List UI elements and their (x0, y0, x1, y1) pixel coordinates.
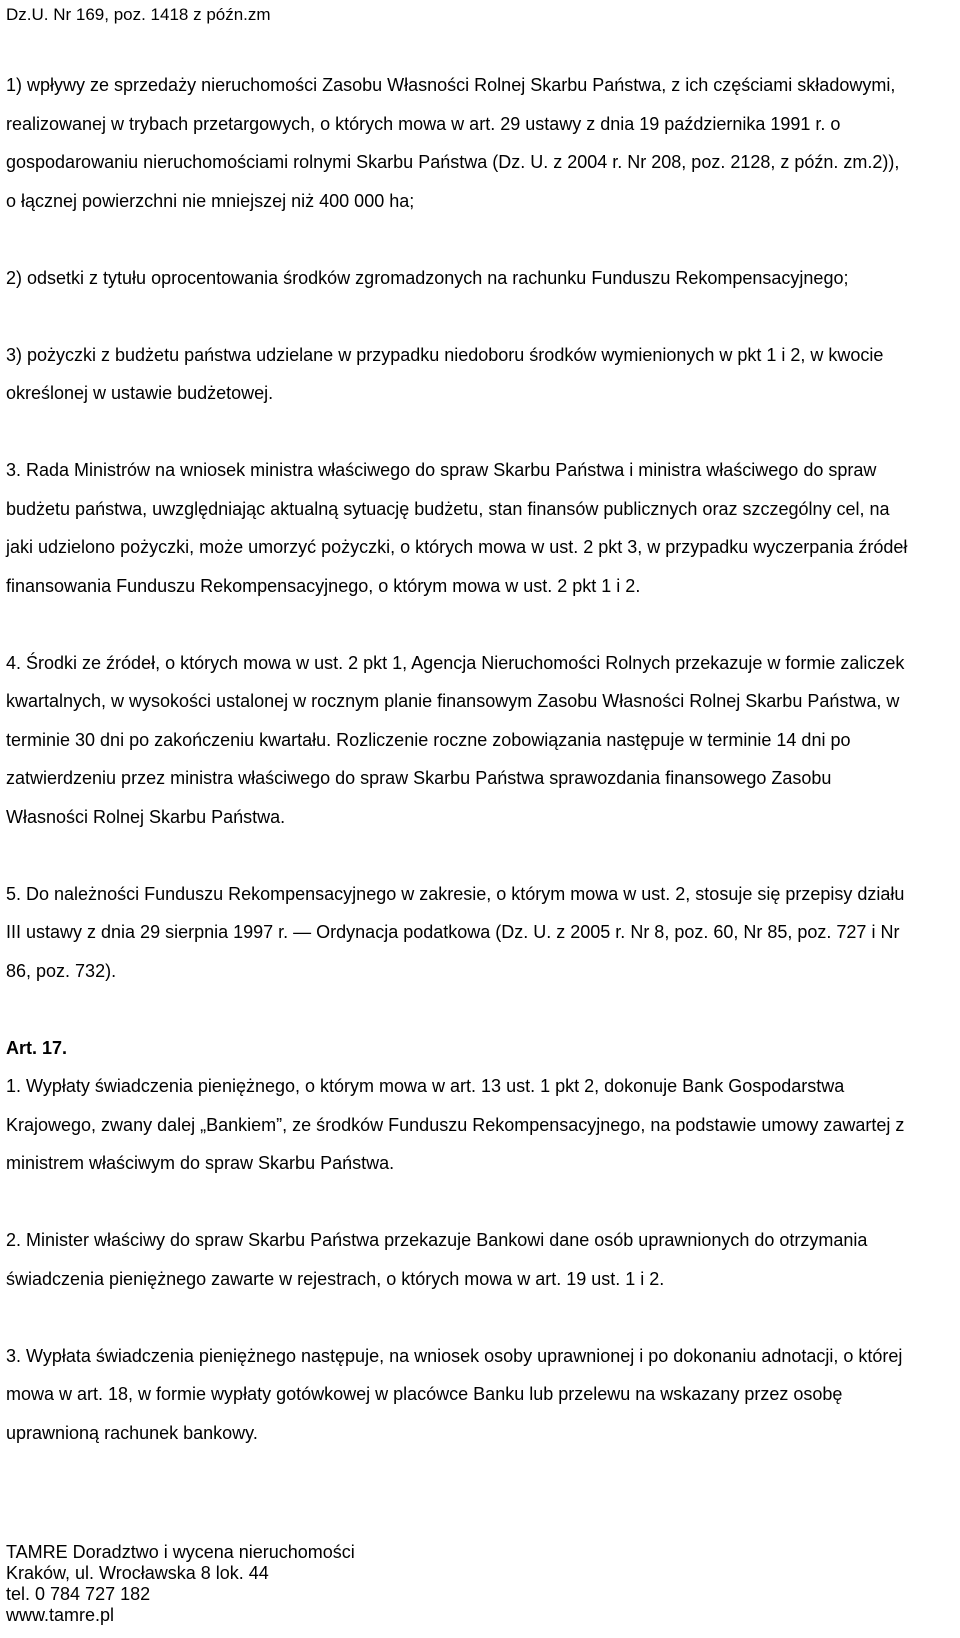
document-body (6, 66, 911, 1452)
article-heading: Art. 17. (6, 1037, 68, 1058)
paragraph-ust-3: 3. Rada Ministrów na wniosek ministra właściwego do spraw Skarbu Państwa i ministra właściwego do spraw budżetu państwa, uwzględniając aktualną sytuację budżetu, stan finansów publicznych oraz szczególny cel, na jaki udzielono pożyczki, może umorzyć pożyczki, o których mowa w ust. 2 pkt 3, w przypadku wyczerpania źródeł finansowania Funduszu Rekompensacyjnego, o którym mowa w ust. 2 pkt 1 i 2. (6, 460, 908, 596)
paragraph-ust-5: 5. Do należności Funduszu Rekompensacyjnego w zakresie, o którym mowa w ust. 2, stosuje się przepisy działu III ustawy z dnia 29 sierpnia 1997 r. — Ordynacja podatkowa (Dz. U. z 2005 r. Nr 8, poz. 60, Nr 85, poz. 727 i Nr 86, poz. 732). (6, 883, 905, 981)
page-header: Dz.U. Nr 169, poz. 1418 z późn.zm (6, 5, 271, 24)
paragraph-3: 3) pożyczki z budżetu państwa udzielane w przypadku niedoboru środków wymienionych w pkt 1 i 2, w kwocie określonej w ustawie budżetowej. (6, 344, 884, 403)
paragraph-1: 1) wpływy ze sprzedaży nieruchomości Zasobu Własności Rolnej Skarbu Państwa, z ich częściami składowymi, realizowanej w trybach przetargowych, o których mowa w art. 29 ustawy z dnia 19 października 1991 r. o gospodarowaniu nieruchomościami rolnymi Skarbu Państwa (Dz. U. z 2004 r. Nr 208, poz. 2128, z późn. zm.2)), o łącznej powierzchni nie mniejszej niż 400 000 ha; (6, 75, 900, 211)
footer-phone: tel. 0 784 727 182 (6, 1584, 151, 1604)
page-footer (6, 1542, 355, 1626)
paragraph-art17-3: 3. Wypłata świadczenia pieniężnego następuje, na wniosek osoby uprawnionej i po dokonaniu adnotacji, o której mowa w art. 18, w formie wypłaty gotówkowej w placówce Banku lub przelewu na wskazany przez osobę uprawnioną rachunek bankowy. (6, 1345, 903, 1443)
footer-company: TAMRE Doradztwo i wycena nieruchomości (6, 1542, 355, 1562)
paragraph-2: 2) odsetki z tytułu oprocentowania środków zgromadzonych na rachunku Funduszu Rekompensacyjnego; (6, 267, 849, 288)
footer-address: Kraków, ul. Wrocławska 8 lok. 44 (6, 1563, 269, 1583)
footer-website: www.tamre.pl (6, 1605, 115, 1625)
paragraph-art17-2: 2. Minister właściwy do spraw Skarbu Państwa przekazuje Bankowi dane osób uprawnionych do otrzymania świadczenia pieniężnego zawarte w rejestrach, o których mowa w art. 19 ust. 1 i 2. (6, 1230, 868, 1289)
paragraph-art17-1: 1. Wypłaty świadczenia pieniężnego, o którym mowa w art. 13 ust. 1 pkt 2, dokonuje Bank Gospodarstwa Krajowego, zwany dalej „Bankiem”, ze środków Funduszu Rekompensacyjnego, na podstawie umowy zawartej z ministrem właściwym do spraw Skarbu Państwa. (6, 1076, 905, 1173)
paragraph-ust-4: 4. Środki ze źródeł, o których mowa w ust. 2 pkt 1, Agencja Nieruchomości Rolnych przekazuje w formie zaliczek kwartalnych, w wysokości ustalonej w rocznym planie finansowym Zasobu Własności Rolnej Skarbu Państwa, w terminie 30 dni po zakończeniu kwartału. Rozliczenie roczne zobowiązania następuje w terminie 14 dni po zatwierdzeniu przez ministra właściwego do spraw Skarbu Państwa sprawozdania finansowego Zasobu Własności Rolnej Skarbu Państwa. (6, 652, 905, 827)
